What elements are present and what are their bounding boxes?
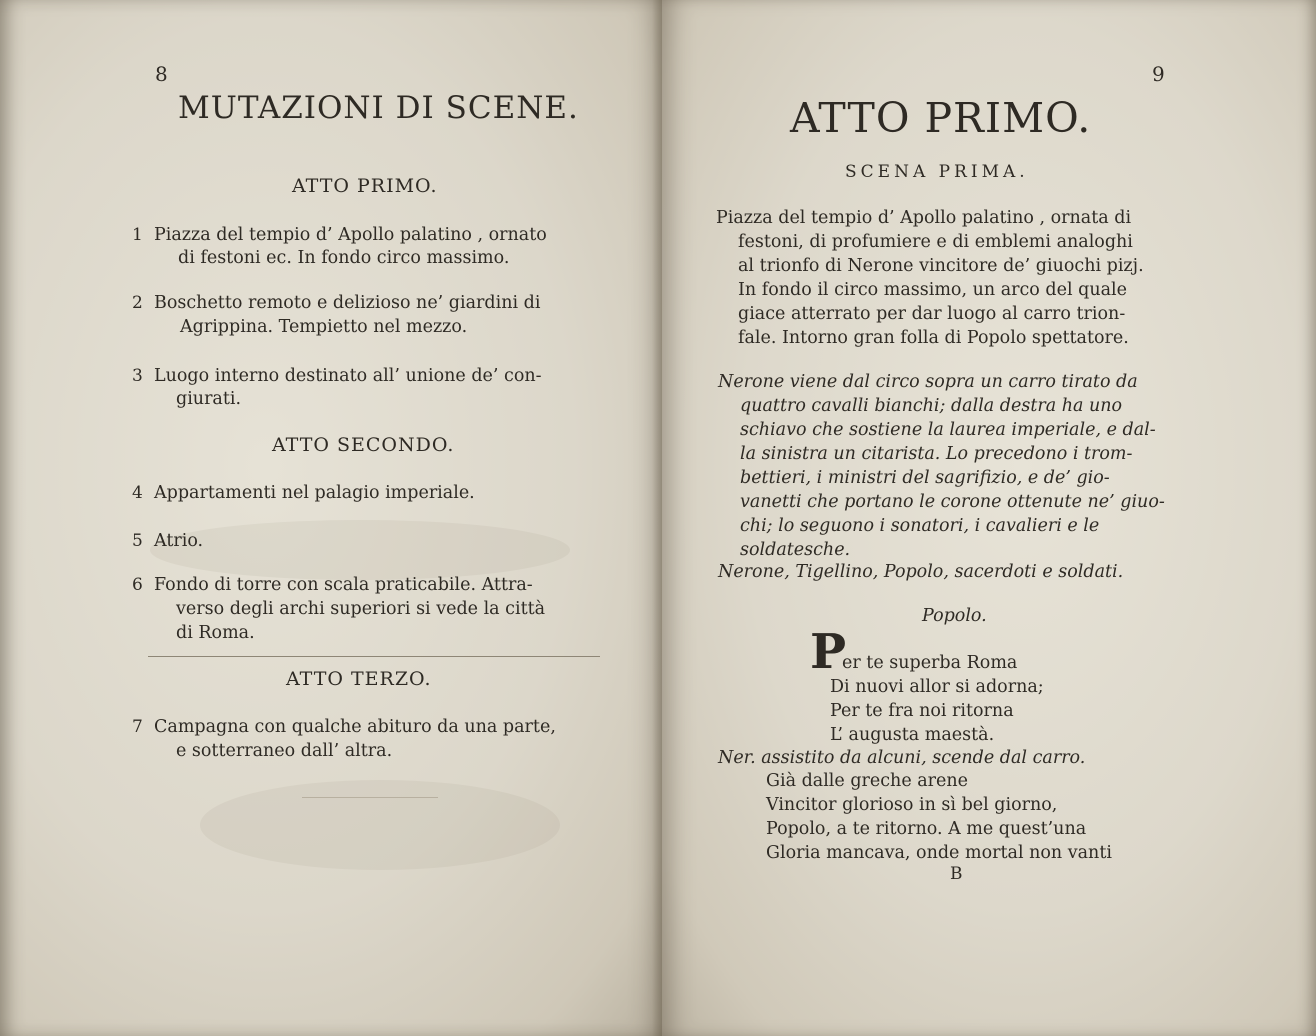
scene-heading: SCENA PRIMA. — [845, 162, 1029, 182]
scene-line: verso degli archi superiori si vede la città — [176, 599, 546, 619]
scene-line: Atrio. — [154, 531, 204, 551]
scene-number: 7 — [132, 717, 143, 737]
scene-line: di Roma. — [176, 623, 255, 643]
scene-line: giurati. — [176, 389, 242, 409]
page-stain — [200, 780, 560, 870]
scene-number: 3 — [132, 366, 143, 386]
setting-line: Piazza del tempio d’ Apollo palatino , ornata di — [716, 208, 1132, 228]
left-page-title: MUTAZIONI DI SCENE. — [178, 90, 579, 126]
scene-list-item — [132, 292, 612, 342]
setting-line: festoni, di profumiere e di emblemi analoghi — [738, 232, 1133, 252]
scene-list-item — [132, 530, 612, 556]
stage-direction-line: la sinistra un citarista. Lo precedono i trom- — [740, 444, 1133, 464]
stage-direction-line: Ner. assistito da alcuni, scende dal carro. — [718, 748, 1086, 768]
verse-line: Per te fra noi ritorna — [830, 701, 1014, 721]
stage-direction-line: bettieri, i ministri del sagrifizio, e de’ gio- — [740, 468, 1110, 488]
drop-cap: P — [810, 624, 847, 680]
speaker-label: Popolo. — [922, 606, 987, 626]
stage-direction-line: Nerone viene dal circo sopra un carro tirato da — [718, 372, 1138, 392]
setting-line: In fondo il circo massimo, un arco del quale — [738, 280, 1127, 300]
scene-list-item — [132, 574, 612, 646]
scene-line: Boschetto remoto e delizioso ne’ giardini di — [154, 293, 541, 313]
verse-line: Vincitor glorioso in sì bel giorno, — [766, 795, 1058, 815]
act-heading: ATTO TERZO. — [286, 668, 432, 690]
verse-line: L’ augusta maestà. — [830, 725, 995, 745]
verse-line: er te superba Roma — [842, 653, 1018, 673]
scene-list-item — [132, 224, 612, 274]
scene-line: Agrippina. Tempietto nel mezzo. — [180, 317, 468, 337]
scene-number: 6 — [132, 575, 143, 595]
right-page — [662, 0, 1316, 1036]
verse-line: Popolo, a te ritorno. A me quest’una — [766, 819, 1087, 839]
left-page-number: 8 — [155, 62, 168, 86]
scene-list-item — [132, 716, 622, 766]
scene-line: e sotterraneo dall’ altra. — [176, 741, 393, 761]
scene-list-item — [132, 365, 612, 415]
scene-line: Fondo di torre con scala praticabile. Attra- — [154, 575, 533, 595]
scene-number: 4 — [132, 483, 143, 503]
scene-number: 1 — [132, 225, 143, 245]
setting-line: al trionfo di Nerone vincitore de’ giuochi pizj. — [738, 256, 1144, 276]
right-page-number: 9 — [1152, 62, 1165, 86]
verse-line: Già dalle greche arene — [766, 771, 969, 791]
stage-direction-line: chi; lo seguono i sonatori, i cavalieri e le — [740, 516, 1100, 536]
scene-number: 2 — [132, 293, 143, 313]
scene-line: Luogo interno destinato all’ unione de’ con- — [154, 366, 542, 386]
scene-line: Appartamenti nel palagio imperiale. — [154, 483, 475, 503]
signature-mark: B — [950, 864, 963, 884]
scene-line: di festoni ec. In fondo circo massimo. — [178, 248, 510, 268]
setting-line: fale. Intorno gran folla di Popolo spettatore. — [738, 328, 1129, 348]
right-page-title: ATTO PRIMO. — [790, 94, 1092, 142]
stage-direction-line: soldatesche. — [740, 540, 851, 560]
characters-list: Nerone, Tigellino, Popolo, sacerdoti e soldati. — [718, 562, 1124, 582]
divider — [302, 797, 438, 798]
verse-line: Di nuovi allor si adorna; — [830, 677, 1044, 697]
stage-direction-line: quattro cavalli bianchi; dalla destra ha uno — [740, 396, 1123, 416]
verse-line: Gloria mancava, onde mortal non vanti — [766, 843, 1112, 863]
act-heading: ATTO SECONDO. — [272, 434, 455, 456]
scene-number: 5 — [132, 531, 143, 551]
stage-direction-line: vanetti che portano le corone ottenute ne’ giuo- — [740, 492, 1165, 512]
scene-line: Campagna con qualche abituro da una parte, — [154, 717, 556, 737]
divider — [148, 656, 600, 657]
scene-line: Piazza del tempio d’ Apollo palatino , ornato — [154, 225, 547, 245]
stage-direction-line: schiavo che sostiene la laurea imperiale, e dal- — [740, 420, 1156, 440]
scene-list-item — [132, 482, 612, 508]
act-heading: ATTO PRIMO. — [292, 175, 438, 197]
setting-line: giace atterrato per dar luogo al carro trion- — [738, 304, 1126, 324]
